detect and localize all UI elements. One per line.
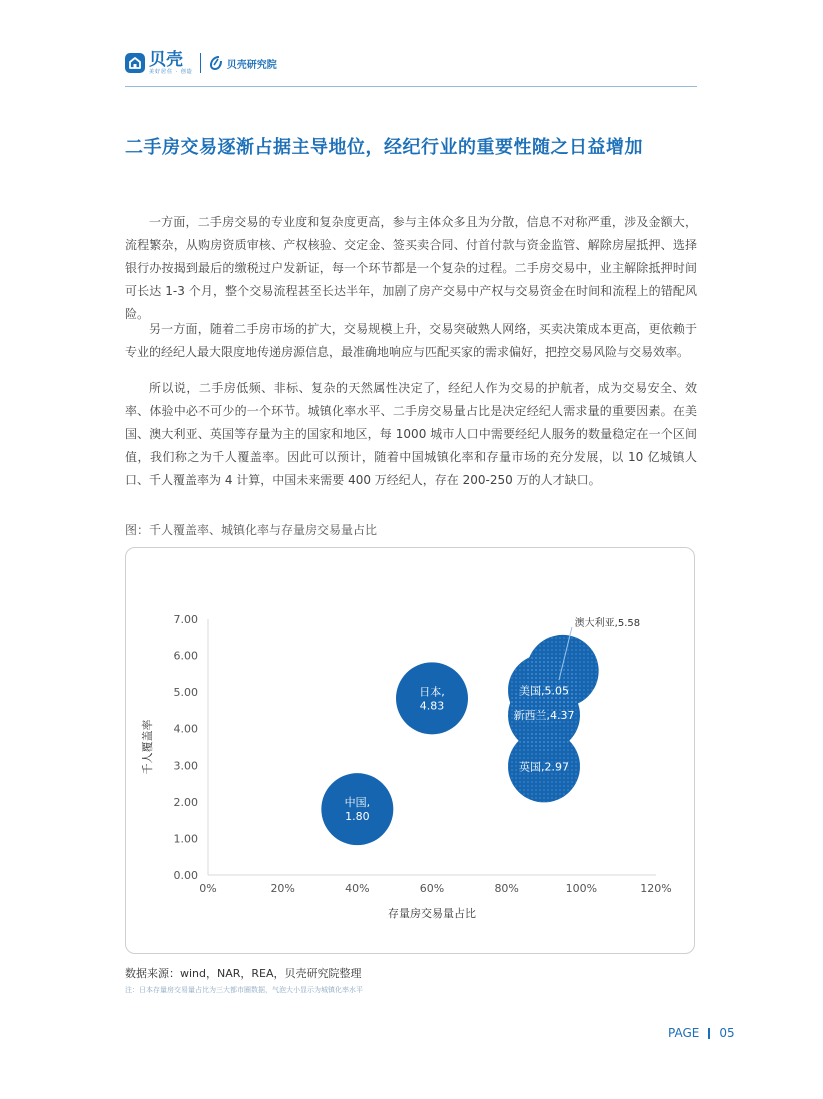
y-tick-label: 1.00 <box>173 832 198 846</box>
brand <box>149 49 193 75</box>
section-title: 二手房交易逐渐占据主导地位，经纪行业的重要性随之日益增加 <box>125 137 643 158</box>
y-axis-title: 千人覆盖率 <box>141 719 154 775</box>
y-tick-label: 7.00 <box>173 613 198 626</box>
x-tick-label: 0% <box>199 882 217 895</box>
page-label: PAGE <box>668 1026 700 1040</box>
institute-name: 贝壳研究院 <box>226 59 277 71</box>
bubble-value-中国: 1.80 <box>345 810 370 824</box>
x-tick-label: 100% <box>565 882 598 895</box>
report-header <box>125 50 277 76</box>
chart-note: 注：日本存量房交易量占比为三大都市圈数据，气泡大小显示为城镇化率水平 <box>125 986 363 994</box>
brand-name: 贝壳 <box>149 49 183 70</box>
x-axis-title: 存量房交易量占比 <box>388 907 476 920</box>
page-footer <box>668 1026 735 1040</box>
y-tick-label: 2.00 <box>173 795 198 809</box>
bubble-value-日本: 4.83 <box>419 699 445 713</box>
x-tick-label: 120% <box>640 882 672 895</box>
x-tick-label: 40% <box>345 882 370 895</box>
footer-separator <box>708 1028 710 1039</box>
bubble-label-美国: 美国,5.05 <box>519 684 569 698</box>
bubble-label-日本: 日本, <box>419 685 445 699</box>
y-tick-label: 6.00 <box>173 649 198 663</box>
bubble-label-新西兰: 新西兰,4.37 <box>513 709 575 723</box>
data-source: 数据来源：wind，NAR，REA，贝壳研究院整理 <box>125 967 362 980</box>
x-tick-label: 60% <box>419 882 445 895</box>
figure-title: 图：千人覆盖率、城镇化率与存量房交易量占比 <box>125 523 378 537</box>
y-tick-label: 5.00 <box>173 686 198 700</box>
beike-logo-icon <box>125 53 145 73</box>
page-number: 05 <box>719 1026 735 1040</box>
paragraph-2: 另一方面，随着二手房市场的扩大，交易规模上升，交易突破熟人网络，买卖决策成本更高，更依赖于专业的经纪人最大限度地传递房源信息，最准确地响应与匹配买家的需求偏好，把控交易风险与交易效率。 <box>125 322 697 359</box>
bubble-label-中国: 中国, <box>344 796 371 810</box>
chart-frame <box>125 547 695 954</box>
institute-logo-icon <box>208 55 224 71</box>
bubble-chart <box>126 548 696 955</box>
y-tick-label: 0.00 <box>173 869 198 882</box>
paragraph-1: 一方面，二手房交易的专业度和复杂度更高，参与主体众多且为分散，信息不对称严重，涉及金额大，流程繁杂，从购房资质审核、产权核验、交定金、签买卖合同、付首付款与资金监管、解除房屋抵押、选择银行办按揭到最后的缴税过户发新证，每一个环节都是一个复杂的过程。二手房交易中，业主解除抵押时间可长达 1-3 个月，整个交易流程甚至长达半年，加剧了房产交易中产权与交易资金在时间和流程上的错配风险。 <box>125 215 697 321</box>
brand-slogan: 美好居住 · 创造 <box>149 68 193 75</box>
x-tick-label: 80% <box>494 882 519 895</box>
bubble-label-英国: 英国,2.97 <box>519 760 569 774</box>
paragraph-3: 所以说，二手房低频、非标、复杂的天然属性决定了，经纪人作为交易的护航者，成为交易安全、效率、体验中必不可少的一个环节。城镇化率水平、二手房交易量占比是决定经纪人需求量的重要因素。在美国、澳大利亚、英国等存量为主的国家和地区，每 1000 城市人口中需要经纪人服务的数量稳定在一个区间值，我们称之为千人覆盖率。因此可以预计，随着中国城镇化率和存量市场的充分发展，以 10 亿城镇人口、千人覆盖率为 4 计算，中国未来需要 400 万经纪人，存在 200-250 万的人才缺口。 <box>125 381 697 487</box>
bubble-label-澳大利亚: 澳大利亚,5.58 <box>574 617 641 629</box>
header-rule <box>125 86 697 87</box>
x-tick-label: 20% <box>270 882 295 895</box>
header-divider <box>200 53 201 73</box>
y-tick-label: 4.00 <box>173 722 198 736</box>
y-tick-label: 3.00 <box>173 759 198 773</box>
